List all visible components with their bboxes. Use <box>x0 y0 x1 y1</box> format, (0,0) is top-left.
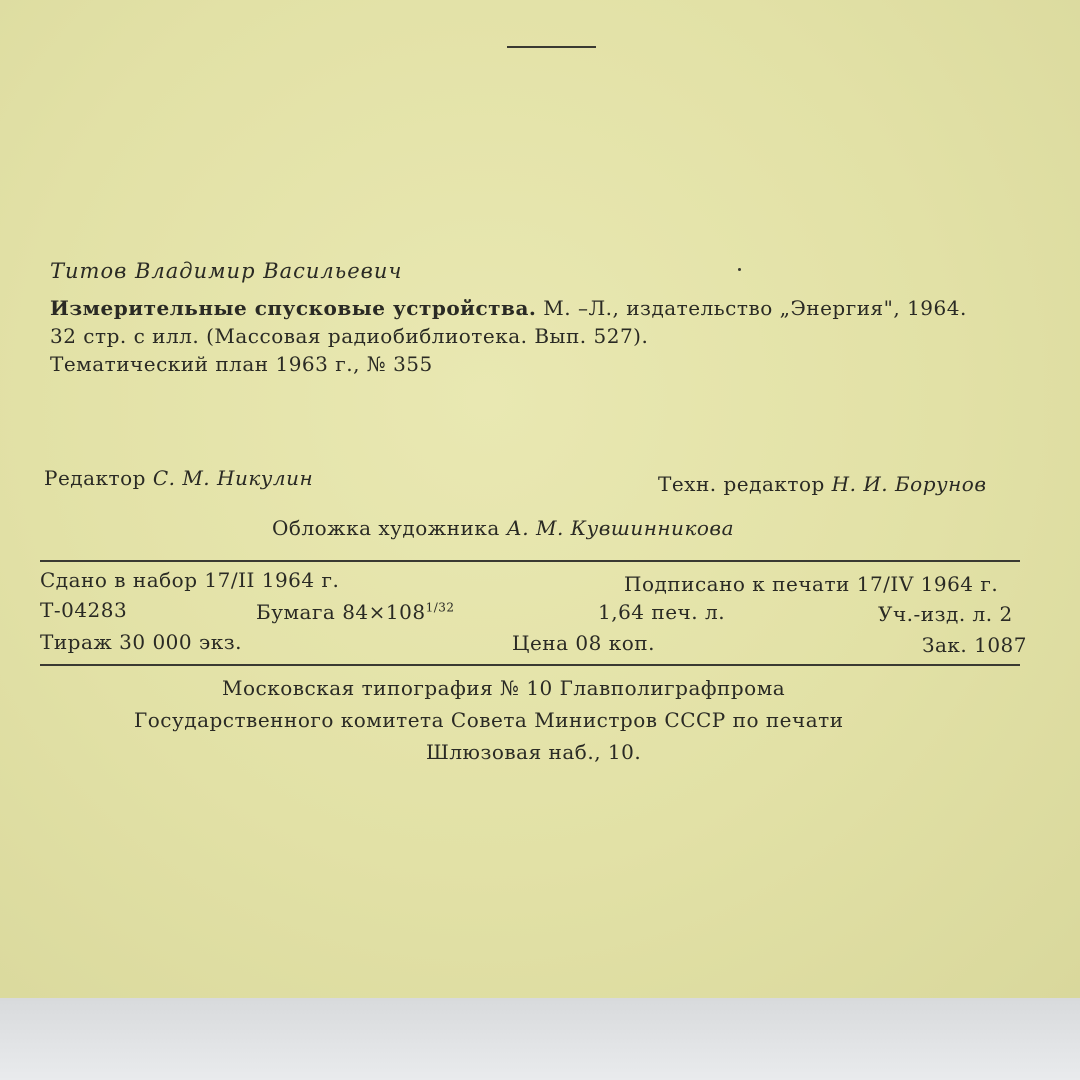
publisher-sheets: Уч.-изд. л. 2 <box>878 602 1013 626</box>
book-imprint: М. –Л., издательство „Энергия", 1964. <box>543 296 967 320</box>
book-title: Измерительные спусковые устройства. <box>50 296 537 320</box>
signed-date: Подписано к печати 17/IV 1964 г. <box>624 572 999 596</box>
cover-artist: А. М. Кувшинникова <box>506 516 734 540</box>
editor-role: Редактор <box>44 466 146 490</box>
printer-line-2: Государственного комитета Совета Министров СССР по печати <box>134 708 844 732</box>
paper-size: Бумага 84×108 <box>256 600 426 624</box>
order-number: Зак. 1087 <box>922 633 1027 657</box>
print-speck <box>738 268 741 271</box>
editor-name: С. М. Никулин <box>152 466 314 490</box>
thematic-plan: Тематический план 1963 г., № 355 <box>50 352 433 376</box>
print-run: Тираж 30 000 экз. <box>40 630 242 654</box>
editor-credit <box>44 466 313 490</box>
colophon-bottom-rule <box>40 664 1020 666</box>
print-sheets: 1,64 печ. л. <box>598 600 726 624</box>
author-name: Титов Владимир Васильевич <box>50 259 403 283</box>
cover-role: Обложка художника <box>272 516 500 540</box>
price: Цена 08 коп. <box>512 631 655 655</box>
submitted-date: Сдано в набор 17/II 1964 г. <box>40 568 340 592</box>
tech-editor-credit <box>658 472 986 496</box>
tech-editor-name: Н. И. Борунов <box>831 472 987 496</box>
top-divider <box>507 46 596 48</box>
background-surface <box>0 998 1080 1080</box>
paper-fraction: 1/32 <box>425 600 455 615</box>
title-line <box>50 296 967 320</box>
book-pages-series: 32 стр. с илл. (Массовая радиобиблиотека. Вып. 527). <box>50 324 649 348</box>
cover-credit <box>272 516 734 540</box>
printer-line-1: Московская типография № 10 Главполиграфпрома <box>222 676 786 700</box>
catalog-code: Т-04283 <box>40 598 128 622</box>
paper-format <box>256 600 455 624</box>
tech-editor-role: Техн. редактор <box>658 472 825 496</box>
printer-address: Шлюзовая наб., 10. <box>426 740 642 764</box>
colophon-top-rule <box>40 560 1020 562</box>
